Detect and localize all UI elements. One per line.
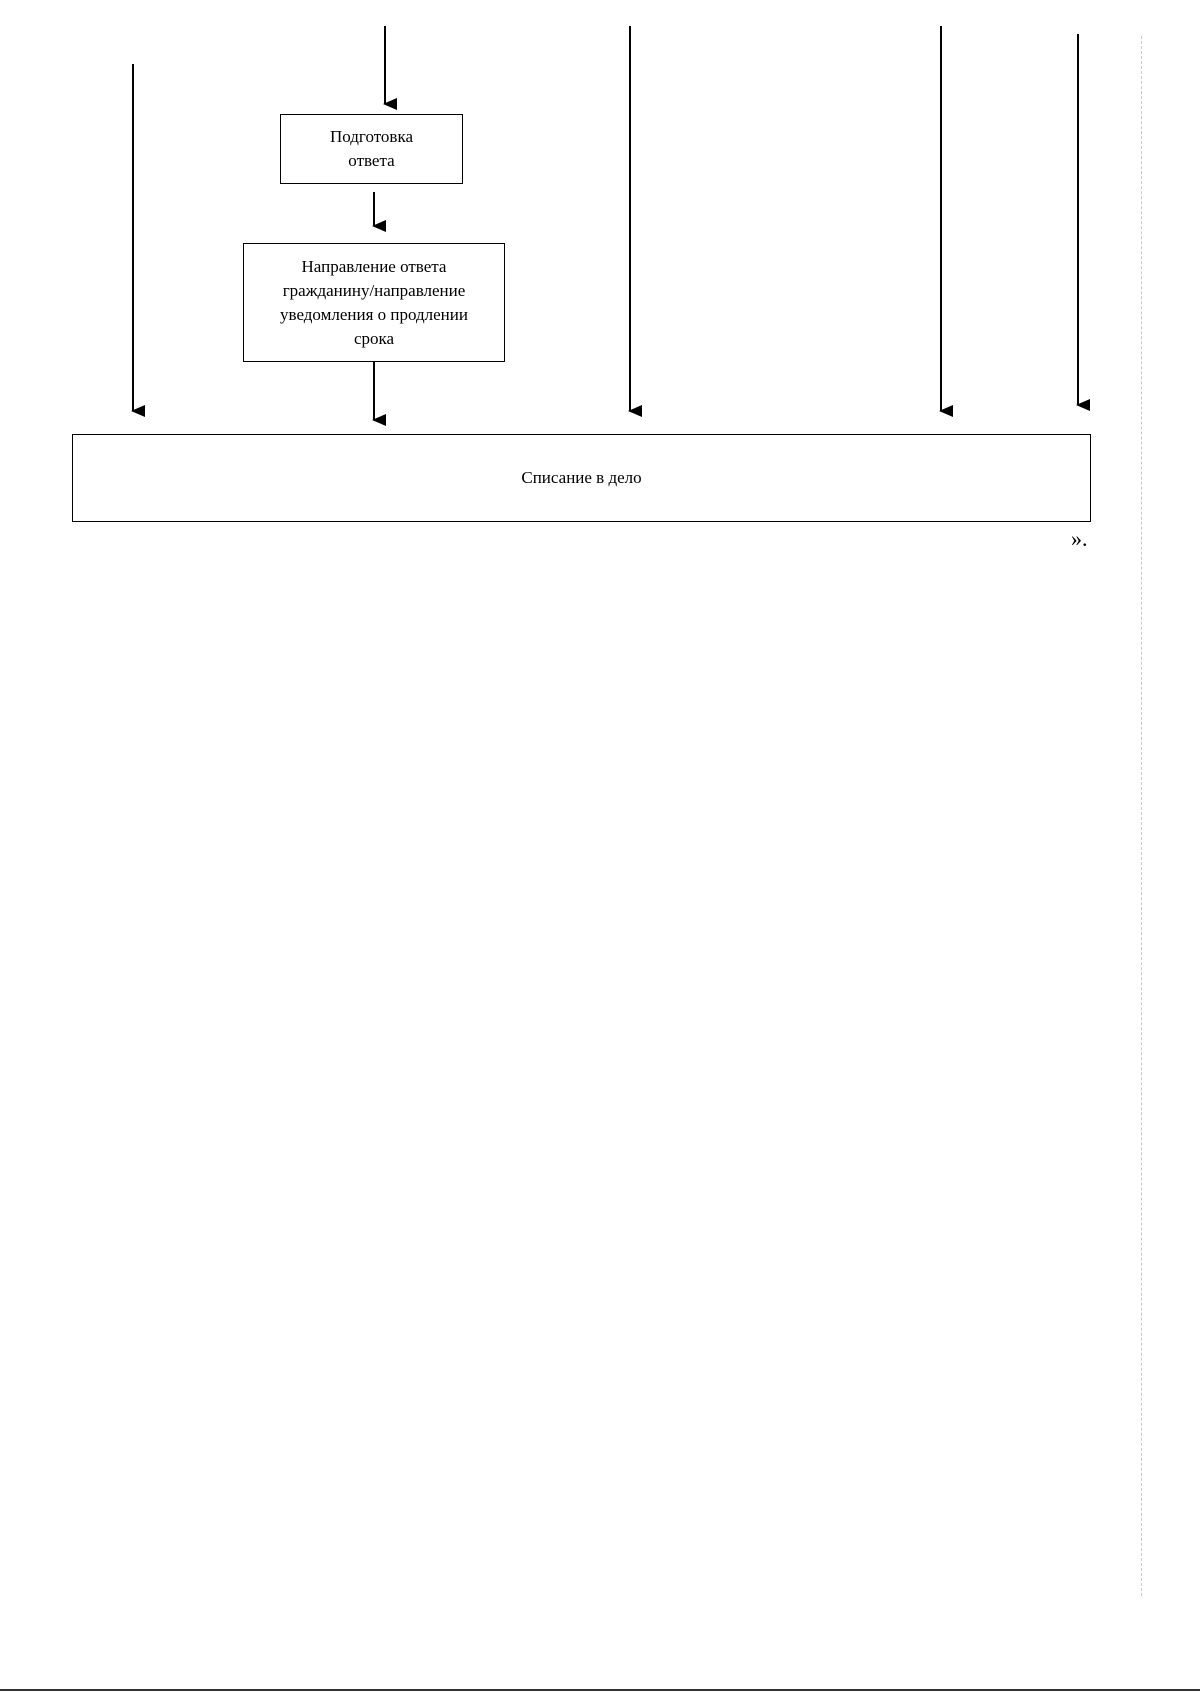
- node-file-to-case-label: Списание в дело: [521, 468, 642, 487]
- node-send-answer-label: Направление ответа гражданину/направление уведомления о продлении срока: [280, 256, 468, 348]
- node-prepare-answer: [280, 114, 463, 184]
- node-file-to-case: [72, 434, 1091, 522]
- node-send-answer: [243, 243, 505, 362]
- page-bottom-edge: [0, 1689, 1200, 1691]
- closing-quote-mark: ».: [1071, 526, 1088, 551]
- node-prepare-answer-label: Подготовка ответа: [329, 127, 414, 170]
